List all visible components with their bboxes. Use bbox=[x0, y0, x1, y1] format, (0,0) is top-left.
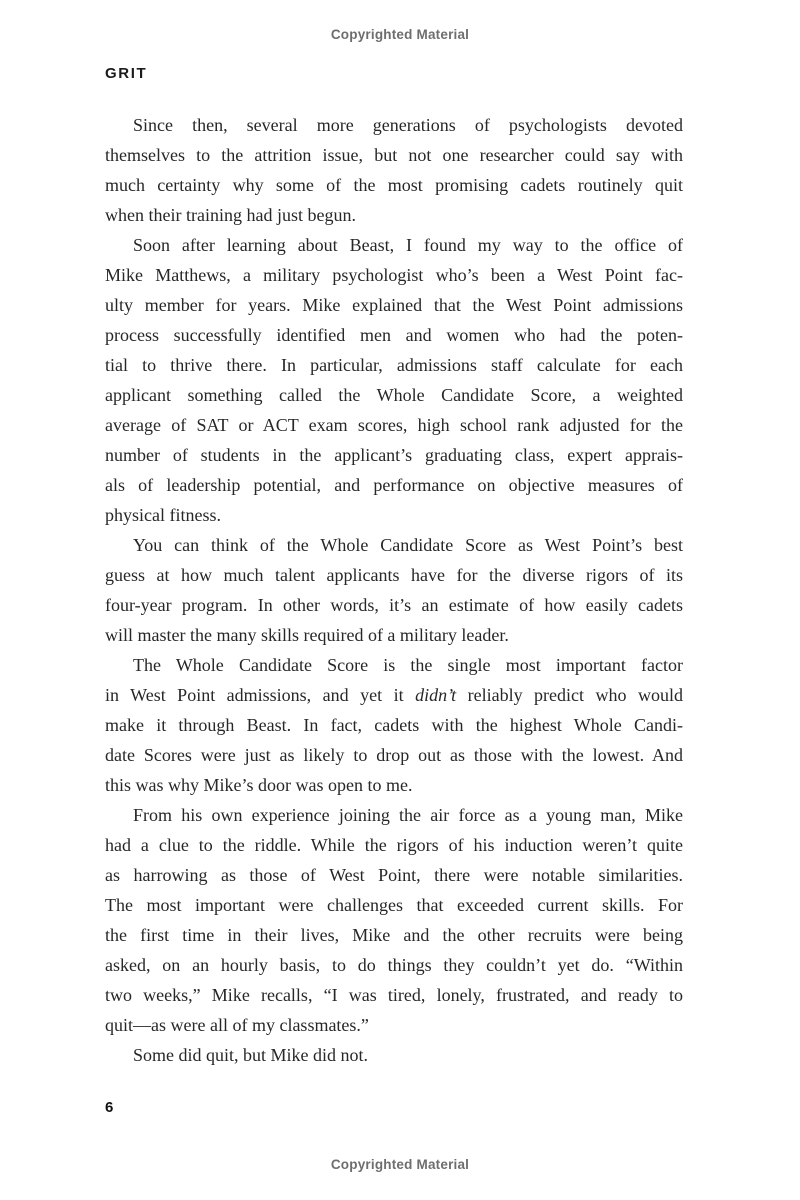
text-line bbox=[105, 980, 683, 1010]
text-line bbox=[105, 680, 683, 710]
text-segment: process successfully identified men and women who had the poten- bbox=[105, 325, 683, 345]
text-line bbox=[105, 380, 683, 410]
text-line bbox=[105, 260, 683, 290]
text-line bbox=[105, 950, 683, 980]
text-segment: reliably predict who would bbox=[456, 685, 683, 705]
text-line bbox=[105, 140, 683, 170]
text-line bbox=[105, 920, 683, 950]
text-segment: Some did quit, but Mike did not. bbox=[133, 1045, 369, 1065]
text-line bbox=[105, 710, 683, 740]
text-segment: had a clue to the riddle. While the rigors of his induction weren’t quite bbox=[105, 835, 683, 855]
text-segment: From his own experience joining the air force as a young man, Mike bbox=[133, 805, 683, 825]
text-line bbox=[105, 890, 683, 920]
text-line bbox=[105, 110, 683, 140]
text-segment: You can think of the Whole Candidate Score as West Point’s best bbox=[133, 535, 683, 555]
text-segment: The most important were challenges that exceeded current skills. For bbox=[105, 895, 683, 915]
text-segment: this was why Mike’s door was open to me. bbox=[105, 775, 413, 795]
text-line bbox=[105, 500, 683, 530]
text-segment: average of SAT or ACT exam scores, high school rank adjusted for the bbox=[105, 415, 683, 435]
text-line bbox=[105, 650, 683, 680]
text-segment: Since then, several more generations of psychologists devoted bbox=[133, 115, 683, 135]
text-line bbox=[105, 350, 683, 380]
text-segment: will master the many skills required of a military leader. bbox=[105, 625, 509, 645]
text-segment: ulty member for years. Mike explained that the West Point admissions bbox=[105, 295, 683, 315]
text-segment: date Scores were just as likely to drop out as those with the lowest. And bbox=[105, 745, 683, 765]
text-segment: Mike Matthews, a military psychologist who’s been a West Point fac- bbox=[105, 265, 683, 285]
text-segment: four-year program. In other words, it’s an estimate of how easily cadets bbox=[105, 595, 683, 615]
text-line bbox=[105, 770, 683, 800]
text-line bbox=[105, 230, 683, 260]
text-segment: two weeks,” Mike recalls, “I was tired, lonely, frustrated, and ready to bbox=[105, 985, 683, 1005]
text-segment: quit—as were all of my classmates.” bbox=[105, 1015, 369, 1035]
text-line bbox=[105, 1040, 683, 1070]
text-line bbox=[105, 560, 683, 590]
text-segment: when their training had just begun. bbox=[105, 205, 356, 225]
copyright-notice-bottom: Copyrighted Material bbox=[330, 1157, 470, 1172]
text-line bbox=[105, 800, 683, 830]
text-segment: the first time in their lives, Mike and the other recruits were being bbox=[105, 925, 683, 945]
text-line bbox=[105, 170, 683, 200]
text-segment: as harrowing as those of West Point, there were notable similarities. bbox=[105, 865, 683, 885]
page-number: 6 bbox=[105, 1099, 114, 1116]
text-segment: Soon after learning about Beast, I found my way to the office of bbox=[133, 235, 683, 255]
text-line bbox=[105, 470, 683, 500]
text-line bbox=[105, 590, 683, 620]
text-segment: als of leadership potential, and performance on objective measures of bbox=[105, 475, 683, 495]
text-line bbox=[105, 830, 683, 860]
text-segment: applicant something called the Whole Candidate Score, a weighted bbox=[105, 385, 683, 405]
text-segment: in West Point admissions, and yet it bbox=[105, 685, 416, 705]
copyright-notice-top: Copyrighted Material bbox=[330, 27, 470, 42]
text-segment: much certainty why some of the most promising cadets routinely quit bbox=[105, 175, 683, 195]
text-line bbox=[105, 200, 683, 230]
text-segment: make it through Beast. In fact, cadets with the highest Whole Candi- bbox=[105, 715, 683, 735]
text-line bbox=[105, 740, 683, 770]
text-line bbox=[105, 290, 683, 320]
running-header-title: GRIT bbox=[105, 65, 148, 82]
text-line bbox=[105, 410, 683, 440]
text-line bbox=[105, 530, 683, 560]
body-text bbox=[105, 110, 683, 1070]
text-segment: themselves to the attrition issue, but not one researcher could say with bbox=[105, 145, 683, 165]
text-segment: physical fitness. bbox=[105, 505, 221, 525]
text-segment: asked, on an hourly basis, to do things they couldn’t yet do. “Within bbox=[105, 955, 683, 975]
text-segment: guess at how much talent applicants have for the diverse rigors of its bbox=[105, 565, 683, 585]
text-line bbox=[105, 620, 683, 650]
text-line bbox=[105, 1010, 683, 1040]
text-segment: tial to thrive there. In particular, admissions staff calculate for each bbox=[105, 355, 683, 375]
italic-text-segment: didn’t bbox=[415, 685, 457, 705]
text-line bbox=[105, 860, 683, 890]
text-segment: The Whole Candidate Score is the single most important factor bbox=[133, 655, 683, 675]
text-line bbox=[105, 440, 683, 470]
text-line bbox=[105, 320, 683, 350]
text-segment: number of students in the applicant’s graduating class, expert apprais- bbox=[105, 445, 683, 465]
